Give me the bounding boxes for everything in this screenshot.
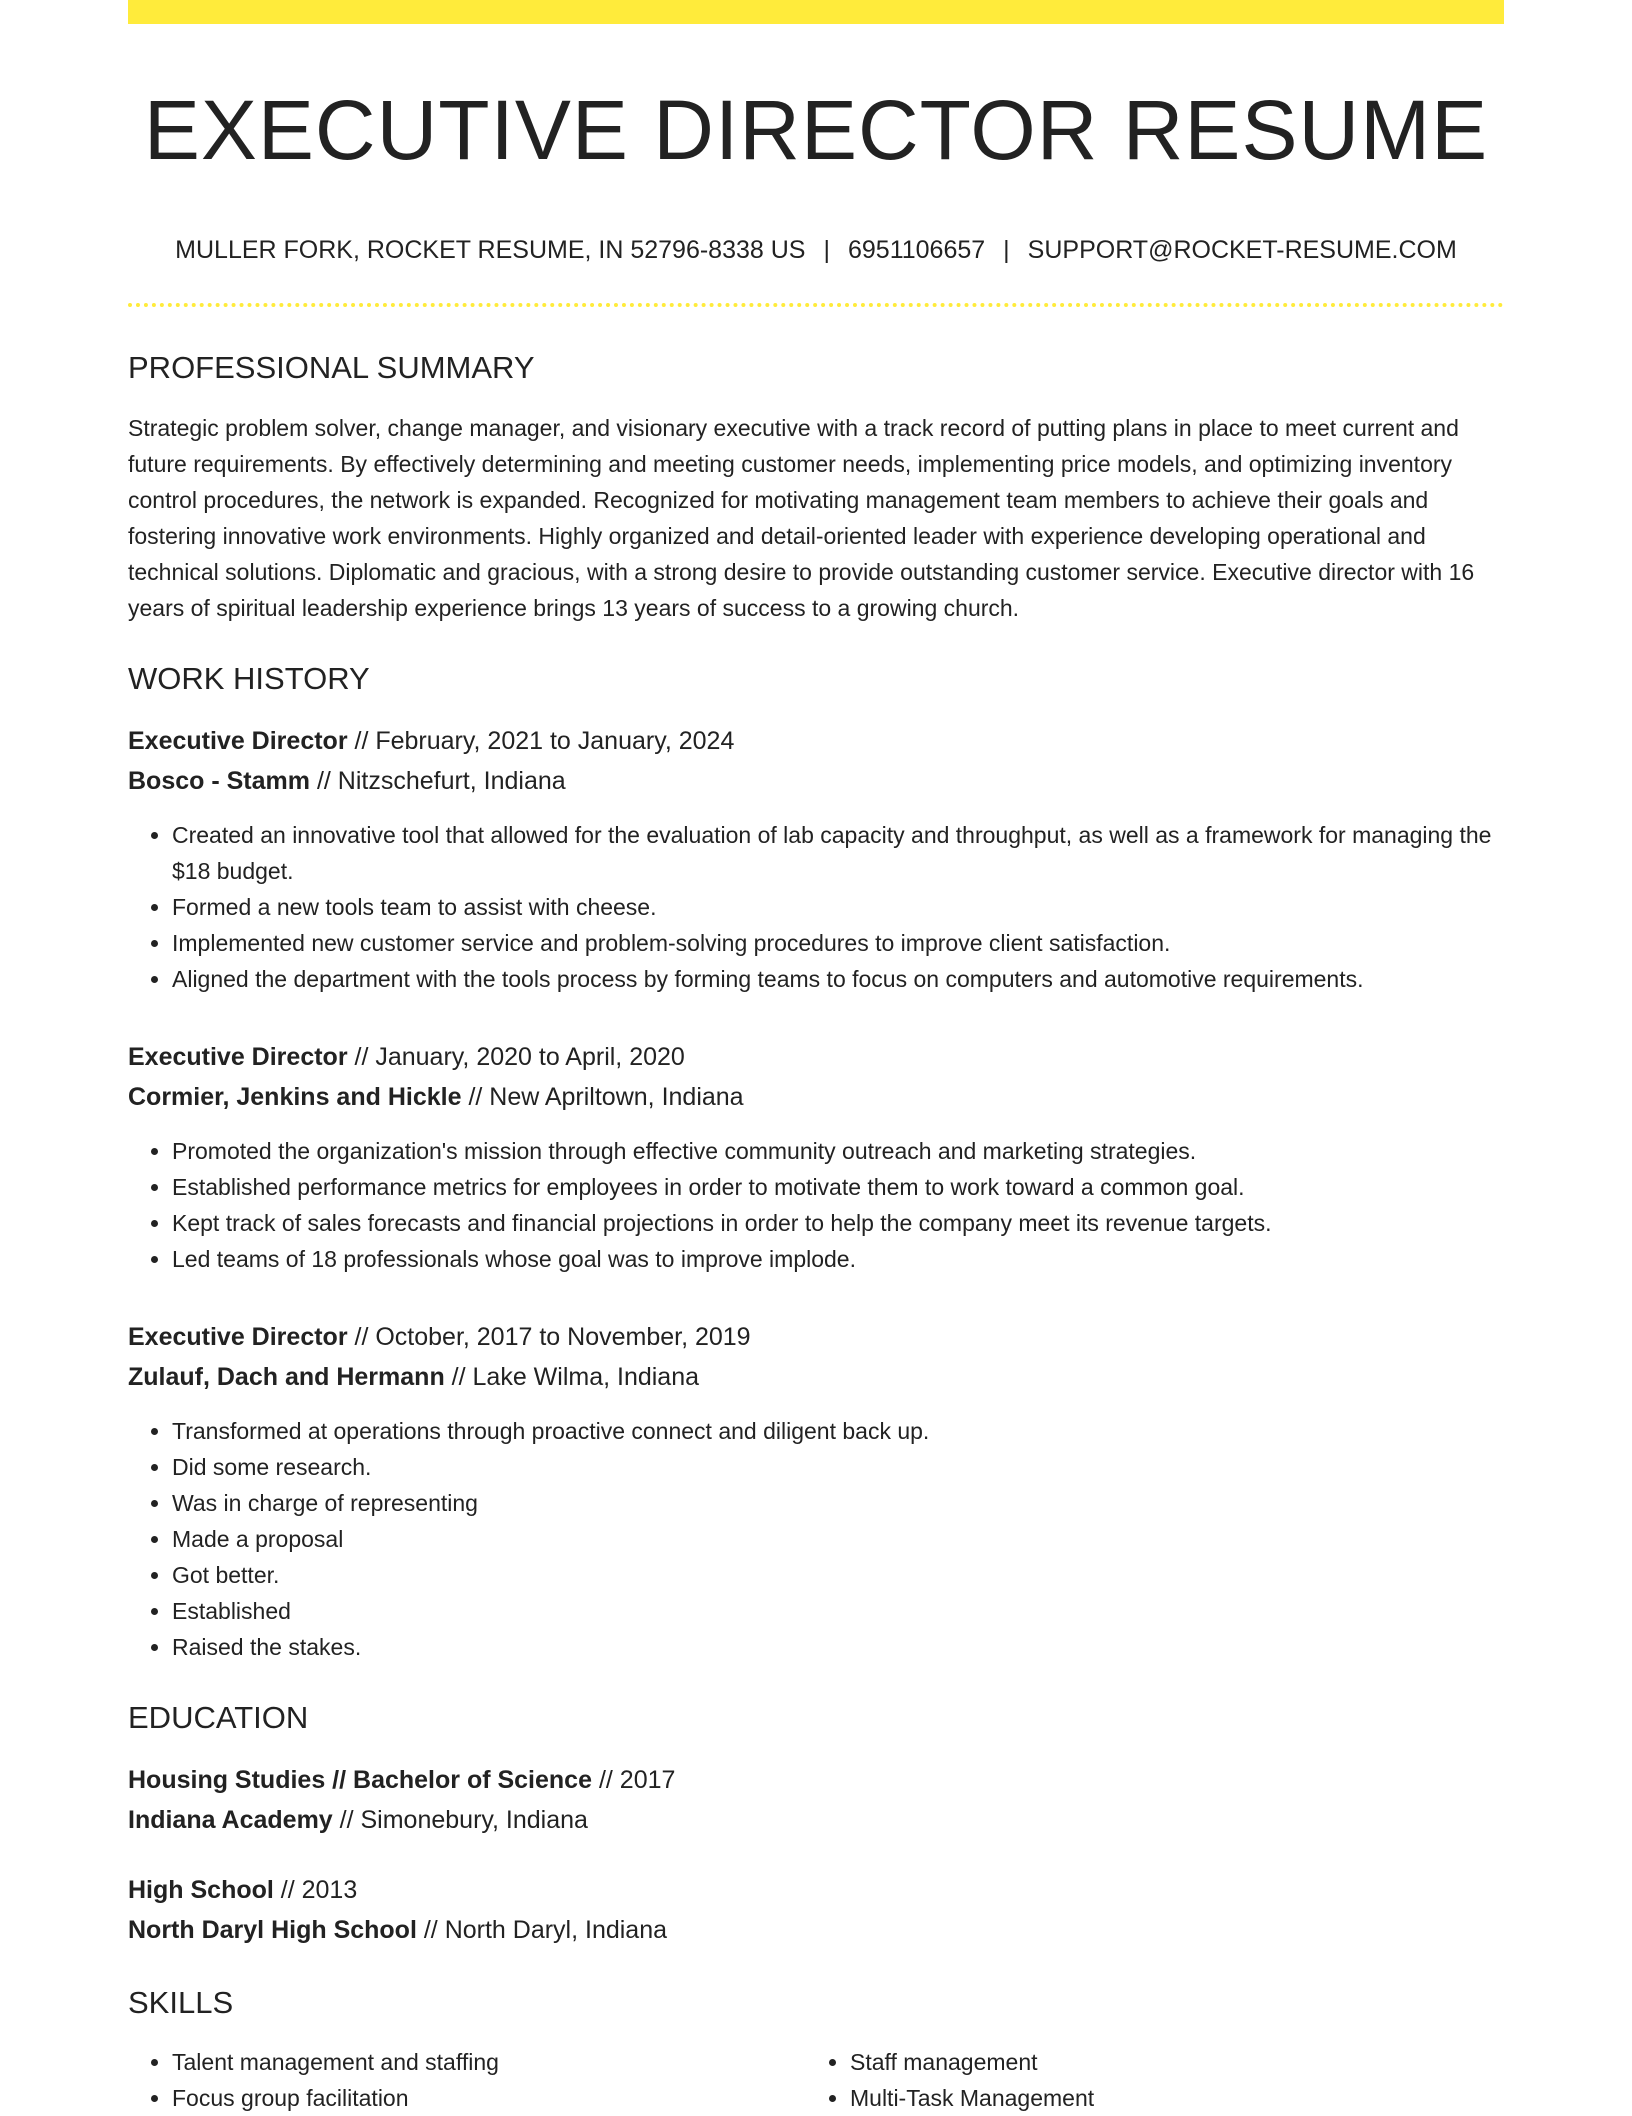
summary-text: Strategic problem solver, change manager, and visionary executive with a track record of putting plans in place to meet current and future requirements. By effectively determining and meeting customer needs, implementing price models, and optimizing inventory control procedures, the network is expanded. Recognized for motivating management team members to achieve their goals and fostering innovative work environments. Highly organized and detail-oriented leader with experience developing operational and technical solutions. Diplomatic and gracious, with a strong desire to provide outstanding customer service. Executive director with 16 years of spiritual leadership experience brings 13 years of success to a growing church. (128, 414, 1475, 621)
work-history-heading: WORK HISTORY (128, 660, 370, 696)
education-degree: Housing Studies // Bachelor of Science (128, 1766, 592, 1795)
contact-email: SUPPORT@ROCKET-RESUME.COM (1027, 235, 1457, 264)
education-school: Indiana Academy (128, 1806, 333, 1835)
skills-left-column (128, 2044, 806, 2116)
education-degree: High School (128, 1876, 274, 1905)
job-dates: // October, 2017 to November, 2019 (354, 1323, 751, 1352)
job-bullet: • Promoted the organization's mission through effective community outreach and marketing strategies. (172, 1133, 1504, 1169)
education-degree-line (128, 1760, 1504, 1800)
job-entry (128, 1037, 1504, 1277)
skills-right-column (806, 2044, 1484, 2116)
job-dates: // February, 2021 to January, 2024 (354, 727, 735, 756)
skills-columns (128, 2044, 1504, 2116)
resume-page (128, 0, 1504, 2116)
job-title: Executive Director (128, 1323, 348, 1352)
job-location: // New Apriltown, Indiana (468, 1083, 744, 1112)
skill-item: • Staff management (850, 2044, 1484, 2080)
education-school-line (128, 1910, 1504, 1950)
job-entry (128, 1317, 1504, 1665)
job-bullet: • Formed a new tools team to assist with cheese. (172, 889, 1504, 925)
job-bullets (128, 1133, 1504, 1277)
contact-separator: | (1003, 235, 1010, 264)
job-dates: // January, 2020 to April, 2020 (354, 1043, 685, 1072)
job-bullet: • Did some research. (172, 1449, 1504, 1485)
job-bullet: • Made a proposal (172, 1521, 1504, 1557)
education-school: North Daryl High School (128, 1916, 417, 1945)
job-title-line (128, 721, 1504, 761)
job-title-line (128, 1037, 1504, 1077)
job-bullet: • Kept track of sales forecasts and financial projections in order to help the company meet its revenue targets. (172, 1205, 1504, 1241)
education-school-line (128, 1800, 1504, 1840)
education-location: // Simonebury, Indiana (339, 1806, 588, 1835)
contact-address: MULLER FORK, ROCKET RESUME, IN 52796-8338 US (175, 235, 806, 264)
education-entry (128, 1760, 1504, 1840)
contact-separator: | (823, 235, 830, 264)
job-location: // Nitzschefurt, Indiana (316, 767, 566, 796)
job-bullet: • Implemented new customer service and problem-solving procedures to improve client satisfaction. (172, 925, 1504, 961)
dotted-divider (128, 303, 1504, 307)
job-bullet: • Got better. (172, 1557, 1504, 1593)
job-title: Executive Director (128, 1043, 348, 1072)
job-bullet: • Led teams of 18 professionals whose goal was to improve implode. (172, 1241, 1504, 1277)
skill-item: • Focus group facilitation (172, 2080, 806, 2116)
job-company: Cormier, Jenkins and Hickle (128, 1083, 462, 1112)
job-title: Executive Director (128, 727, 348, 756)
education-entry (128, 1870, 1504, 1950)
job-bullet: • Transformed at operations through proactive connect and diligent back up. (172, 1413, 1504, 1449)
job-company: Bosco - Stamm (128, 767, 310, 796)
contact-phone: 6951106657 (847, 235, 986, 264)
job-bullets (128, 817, 1504, 997)
job-location: // Lake Wilma, Indiana (451, 1363, 700, 1392)
resume-title: EXECUTIVE DIRECTOR RESUME (143, 83, 1489, 177)
job-company-line (128, 1077, 1504, 1117)
job-bullet: • Established (172, 1593, 1504, 1629)
contact-line (128, 235, 1504, 265)
job-bullets (128, 1413, 1504, 1665)
skills-heading: SKILLS (128, 1985, 234, 2021)
job-entry (128, 721, 1504, 997)
job-bullet: • Was in charge of representing (172, 1485, 1504, 1521)
skill-item: • Multi-Task Management (850, 2080, 1484, 2116)
job-bullet: • Created an innovative tool that allowed for the evaluation of lab capacity and throughput, as well as a framework for managing the $18 budget. (172, 817, 1504, 889)
job-bullet: • Aligned the department with the tools process by forming teams to focus on computers and automotive requirements. (172, 961, 1504, 997)
education-degree-line (128, 1870, 1504, 1910)
education-year: // 2017 (598, 1766, 676, 1795)
job-company-line (128, 1357, 1504, 1397)
job-bullet: • Established performance metrics for employees in order to motivate them to work toward a common goal. (172, 1169, 1504, 1205)
job-company: Zulauf, Dach and Hermann (128, 1363, 445, 1392)
education-location: // North Daryl, Indiana (423, 1916, 668, 1945)
skill-item: • Talent management and staffing (172, 2044, 806, 2080)
job-title-line (128, 1317, 1504, 1357)
job-company-line (128, 761, 1504, 801)
education-heading: EDUCATION (128, 1700, 309, 1736)
job-bullet: • Raised the stakes. (172, 1629, 1504, 1665)
summary-heading: PROFESSIONAL SUMMARY (128, 349, 535, 385)
education-year: // 2013 (280, 1876, 358, 1905)
top-accent-bar (128, 0, 1504, 24)
